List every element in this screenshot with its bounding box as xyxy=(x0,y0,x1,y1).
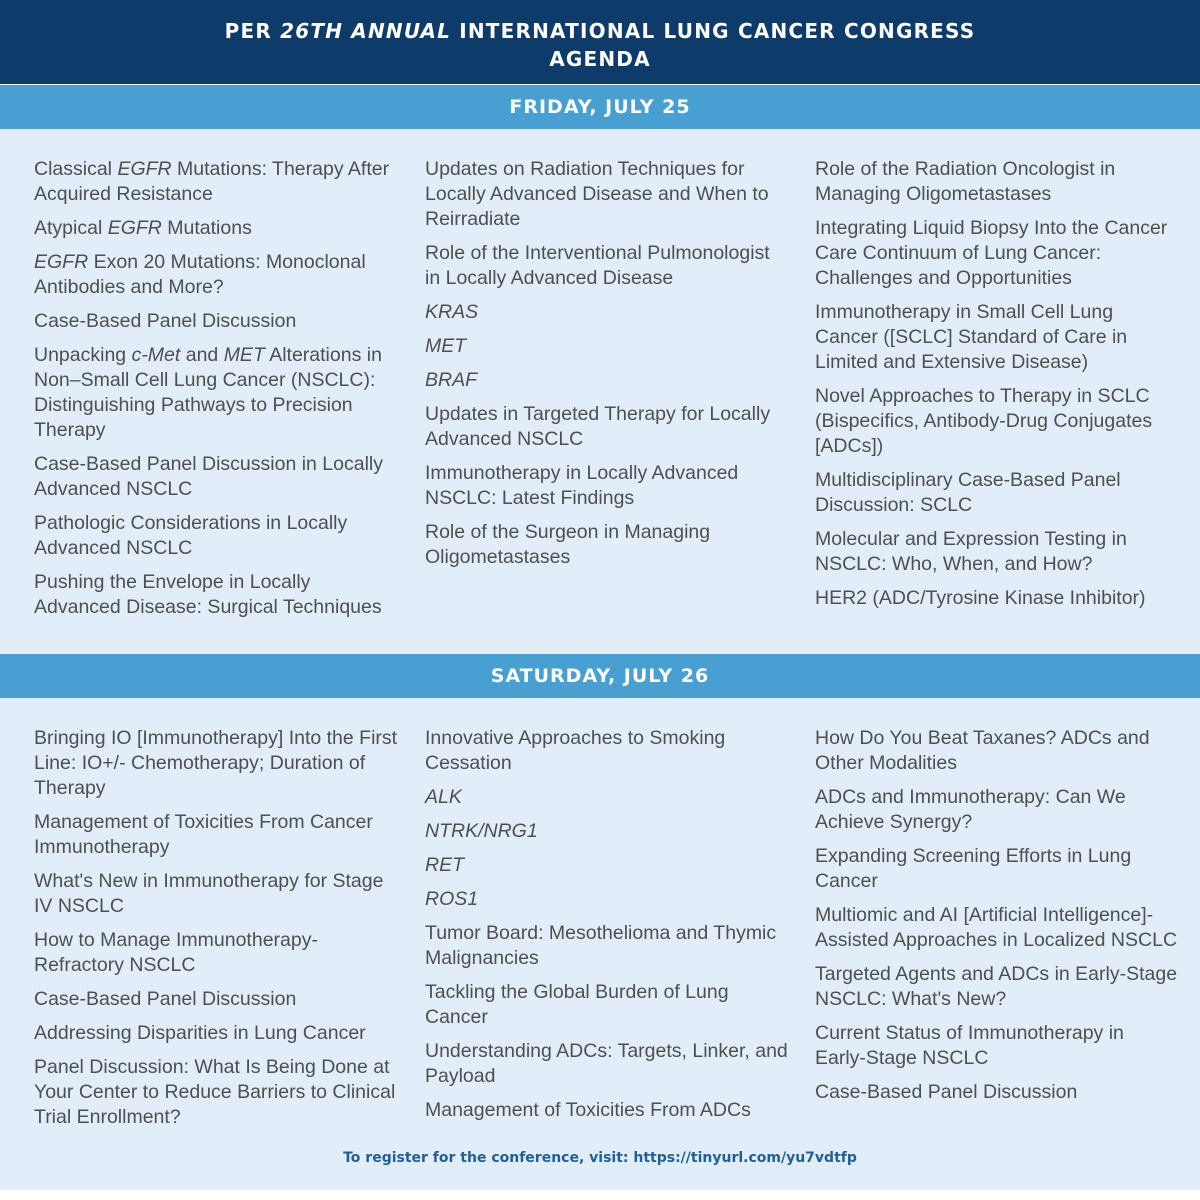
day-heading-saturday: SATURDAY, JULY 26 xyxy=(0,654,1200,698)
registration-link-text[interactable]: To register for the conference, visit: https://tinyurl.com/yu7vdtfp xyxy=(343,1150,857,1166)
session-item: Current Status of Immunotherapy in Early-Stage NSCLC xyxy=(815,1022,1124,1069)
session-item: HER2 (ADC/Tyrosine Kinase Inhibitor) xyxy=(815,587,1146,609)
session-item: Expanding Screening Efforts in Lung Cancer xyxy=(815,845,1132,892)
header-title-line2: AGENDA xyxy=(549,47,651,71)
session-item: Role of the Radiation Oncologist in Managing Oligometastases xyxy=(815,158,1116,205)
session-item: Classical EGFR Mutations: Therapy After Acquired Resistance xyxy=(34,158,390,205)
day-heading-friday: FRIDAY, JULY 25 xyxy=(0,85,1200,129)
session-item: Updates on Radiation Techniques for Locally Advanced Disease and When to Reirradiate xyxy=(425,158,769,230)
session-item: Management of Toxicities From ADCs xyxy=(425,1099,751,1121)
friday-sessions-panel xyxy=(0,129,1200,654)
session-item: How Do You Beat Taxanes? ADCs and Other Modalities xyxy=(815,727,1150,774)
session-column xyxy=(34,157,399,629)
session-item: Multidisciplinary Case-Based Panel Discussion: SCLC xyxy=(815,469,1121,516)
session-column xyxy=(425,157,790,579)
session-item: Targeted Agents and ADCs in Early-Stage NSCLC: What's New? xyxy=(815,963,1178,1010)
session-item: BRAF xyxy=(425,369,478,391)
session-item: Role of the Surgeon in Managing Oligometastases xyxy=(425,521,711,568)
session-item: Understanding ADCs: Targets, Linker, and Payload xyxy=(425,1040,788,1087)
session-column xyxy=(815,726,1180,1114)
session-item: Unpacking c-Met and MET Alterations in Non–Small Cell Lung Cancer (NSCLC): Distinguishing Pathways to Precision Therapy xyxy=(34,344,382,441)
session-item: ADCs and Immunotherapy: Can We Achieve Synergy? xyxy=(815,786,1126,833)
agenda-header xyxy=(0,0,1200,84)
session-item: Multiomic and AI [Artificial Intelligence]-Assisted Approaches in Localized NSCLC xyxy=(815,904,1178,951)
session-item: Pathologic Considerations in Locally Advanced NSCLC xyxy=(34,512,348,559)
session-item: Addressing Disparities in Lung Cancer xyxy=(34,1022,366,1044)
session-item: Pushing the Envelope in Locally Advanced Disease: Surgical Techniques xyxy=(34,571,382,618)
session-item: MET xyxy=(425,335,467,357)
saturday-sessions-panel xyxy=(0,698,1200,1190)
session-item: Case-Based Panel Discussion in Locally Advanced NSCLC xyxy=(34,453,384,500)
session-item: Management of Toxicities From Cancer Immunotherapy xyxy=(34,811,373,858)
session-item: Innovative Approaches to Smoking Cessation xyxy=(425,727,726,774)
session-item: Role of the Interventional Pulmonologist in Locally Advanced Disease xyxy=(425,242,770,289)
session-item: Tumor Board: Mesothelioma and Thymic Malignancies xyxy=(425,922,777,969)
session-item: RET xyxy=(425,854,464,876)
session-column xyxy=(815,157,1180,620)
session-item: Case-Based Panel Discussion xyxy=(34,310,297,332)
session-item: Integrating Liquid Biopsy Into the Cancer Care Continuum of Lung Cancer: Challenges and Opportunities xyxy=(815,217,1168,289)
session-column xyxy=(425,726,790,1132)
session-item: Panel Discussion: What Is Being Done at Your Center to Reduce Barriers to Clinical Trial Enrollment? xyxy=(34,1056,396,1128)
session-item: Case-Based Panel Discussion xyxy=(815,1081,1078,1103)
header-title-line1: PER 26TH ANNUAL INTERNATIONAL LUNG CANCER CONGRESS xyxy=(224,19,976,43)
session-item: Updates in Targeted Therapy for Locally Advanced NSCLC xyxy=(425,403,771,450)
session-column xyxy=(34,726,399,1139)
session-item: EGFR Exon 20 Mutations: Monoclonal Antibodies and More? xyxy=(34,251,366,298)
session-item: Immunotherapy in Small Cell Lung Cancer ([SCLC] Standard of Care in Limited and Extensive Disease) xyxy=(815,301,1128,373)
session-item: KRAS xyxy=(425,301,479,323)
session-item: NTRK/NRG1 xyxy=(425,820,538,842)
session-item: Case-Based Panel Discussion xyxy=(34,988,297,1010)
session-item: Novel Approaches to Therapy in SCLC (Bispecifics, Antibody-Drug Conjugates [ADCs]) xyxy=(815,385,1153,457)
session-item: Immunotherapy in Locally Advanced NSCLC: Latest Findings xyxy=(425,462,739,509)
session-item: ROS1 xyxy=(425,888,479,910)
session-item: Atypical EGFR Mutations xyxy=(34,217,252,239)
session-item: ALK xyxy=(425,786,462,808)
session-item: How to Manage Immunotherapy-Refractory NSCLC xyxy=(34,929,318,976)
session-item: What's New in Immunotherapy for Stage IV NSCLC xyxy=(34,870,384,917)
session-item: Tackling the Global Burden of Lung Cancer xyxy=(425,981,729,1028)
session-item: Bringing IO [Immunotherapy] Into the First Line: IO+/- Chemotherapy; Duration of Therapy xyxy=(34,727,398,799)
session-item: Molecular and Expression Testing in NSCLC: Who, When, and How? xyxy=(815,528,1127,575)
